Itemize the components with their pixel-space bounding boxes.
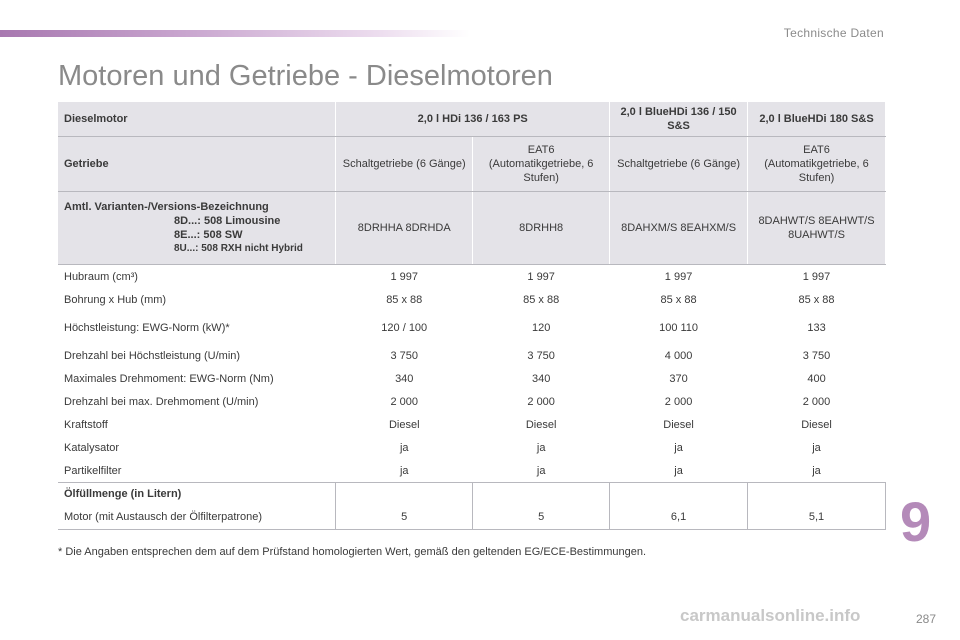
row-value: 340	[531, 372, 551, 385]
row-label: Drehzahl bei max. Drehmoment (U/min)	[64, 395, 259, 408]
engine-spec-table	[58, 102, 886, 530]
row-value: Diesel	[388, 418, 420, 431]
oil-header-row	[58, 483, 886, 506]
table-row	[58, 367, 886, 390]
row-value: 1 997	[802, 270, 831, 283]
row-value: 2 000	[390, 395, 418, 408]
table-row	[58, 436, 886, 459]
row-value: 400	[807, 372, 826, 385]
oil-value: 5	[336, 505, 473, 530]
table-row	[58, 311, 886, 344]
gearbox-cell: EAT6 (Automatikgetriebe, 6 Stufen)	[748, 137, 886, 192]
variant-row	[58, 192, 886, 265]
row-value: 133	[807, 321, 826, 334]
row-label: Katalysator	[64, 441, 120, 454]
variant-label: Amtl. Varianten-/Versions-Bezeichnung	[64, 201, 269, 213]
section-label: Technische Daten	[783, 26, 884, 40]
row-value: 85 x 88	[386, 293, 423, 306]
oil-value: 5	[473, 505, 610, 530]
row-value: 1 997	[390, 270, 418, 283]
row-value: Diesel	[801, 418, 832, 431]
row-value: Diesel	[525, 418, 557, 431]
row-value: 1 997	[664, 270, 693, 283]
row-value: ja	[812, 464, 821, 477]
row-value: ja	[812, 441, 821, 454]
variant-cell: 8DRHHA 8DRHDA	[336, 192, 473, 265]
row-value: 120 / 100	[381, 321, 428, 334]
oil-row-label: Motor (mit Austausch der Ölfilterpatrone)	[58, 505, 336, 530]
gearbox-row	[58, 137, 886, 192]
row-value: 85 x 88	[798, 293, 835, 306]
row-value: ja	[399, 441, 409, 454]
watermark: carmanualsonline.info	[680, 606, 861, 625]
gearbox-label: Getriebe	[58, 137, 336, 192]
row-value: 2 000	[802, 395, 831, 408]
table-row	[58, 459, 886, 483]
row-value: 85 x 88	[660, 293, 697, 306]
spec-rows	[58, 265, 886, 483]
row-label: Hubraum (cm³)	[64, 270, 138, 283]
gearbox-cell: Schaltgetriebe (6 Gänge)	[336, 137, 473, 192]
row-label: Kraftstoff	[64, 418, 108, 431]
row-value: 340	[395, 372, 414, 385]
footnote: * Die Angaben entsprechen dem auf dem Prüfstand homologierten Wert, gemäß den geltenden EG/ECE-Bestimmungen.	[58, 546, 647, 558]
table-row	[58, 344, 886, 367]
page-title: Motoren und Getriebe - Dieselmotoren	[58, 60, 553, 92]
table-row	[58, 413, 886, 436]
engine-name: 2,0 l HDi 136 / 163 PS	[336, 102, 610, 137]
engine-header-row	[58, 102, 886, 137]
row-value: 1 997	[527, 270, 555, 283]
row-value: 120	[531, 321, 551, 334]
variant-sub-limousine: 8D...: 508 Limousine	[174, 215, 281, 227]
variant-cell: 8DRHH8	[473, 192, 610, 265]
row-value: ja	[674, 464, 683, 477]
engine-name: 2,0 l BlueHDi 180 S&S	[748, 102, 886, 137]
gearbox-cell: EAT6 (Automatikgetriebe, 6 Stufen)	[473, 137, 610, 192]
engine-label: Dieselmotor	[58, 102, 336, 137]
row-value: 85 x 88	[523, 293, 560, 306]
oil-value: 5,1	[748, 505, 886, 530]
header-accent-bar	[0, 30, 470, 37]
variant-cell: 8DAHXM/S 8EAHXM/S	[610, 192, 748, 265]
row-value: ja	[536, 441, 546, 454]
row-value: 2 000	[527, 395, 555, 408]
row-value: 3 750	[802, 349, 831, 362]
row-label: Höchstleistung: EWG-Norm (kW)*	[64, 321, 230, 334]
row-value: ja	[399, 464, 409, 477]
chapter-number: 9	[900, 490, 932, 553]
variant-sub-sw: 8E...: 508 SW	[174, 229, 243, 241]
gearbox-cell: Schaltgetriebe (6 Gänge)	[610, 137, 748, 192]
row-value: ja	[674, 441, 683, 454]
row-value: 2 000	[664, 395, 693, 408]
variant-sub-rxh: 8U...: 508 RXH nicht Hybrid	[174, 243, 303, 254]
row-value: 3 750	[527, 349, 555, 362]
variant-label-cell	[58, 192, 336, 265]
row-value: 370	[669, 372, 688, 385]
row-value: 100 110	[659, 321, 699, 334]
oil-value: 6,1	[610, 505, 748, 530]
row-label: Drehzahl bei Höchstleistung (U/min)	[64, 349, 241, 362]
row-label: Bohrung x Hub (mm)	[64, 293, 167, 306]
oil-label: Ölfüllmenge (in Litern)	[58, 483, 336, 506]
row-value: 4 000	[664, 349, 693, 362]
oil-row	[58, 505, 886, 530]
row-label: Maximales Drehmoment: EWG-Norm (Nm)	[64, 372, 274, 385]
row-value: 3 750	[390, 349, 418, 362]
table-row	[58, 265, 886, 289]
page-number: 287	[916, 612, 937, 626]
row-value: Diesel	[663, 418, 694, 431]
engine-name: 2,0 l BlueHDi 136 / 150 S&S	[610, 102, 748, 137]
table-row	[58, 390, 886, 413]
row-value: ja	[536, 464, 546, 477]
row-label: Partikelfilter	[64, 464, 122, 477]
table-row	[58, 288, 886, 311]
variant-cell: 8DAHWT/S 8EAHWT/S 8UAHWT/S	[748, 192, 886, 265]
